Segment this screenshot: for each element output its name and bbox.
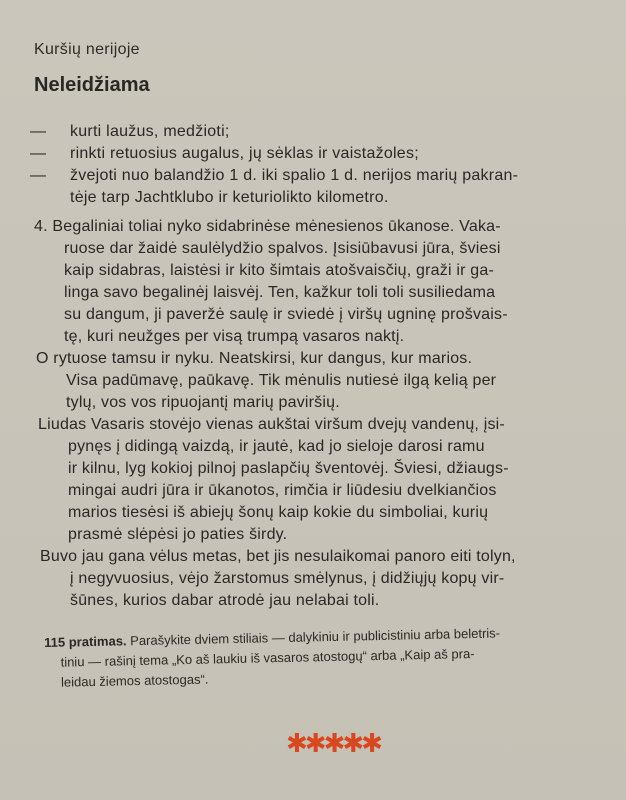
text-line: pynęs į didingą vaizdą, ir jautė, kad jo sieloje darosi ramu	[68, 438, 485, 455]
list-item-text: kurti laužus, medžioti;	[70, 123, 230, 140]
paragraph	[38, 414, 598, 546]
paragraph-first-line: Buvo jau gana vėlus metas, bet jis nesulaikomai panoro eiti tolyn,	[40, 548, 516, 565]
exercise-label: 115 pratimas.	[44, 633, 127, 650]
dash-marker: —	[30, 123, 47, 140]
text-line: prasmė slėpėsi jo paties širdy.	[68, 526, 288, 543]
list-item	[30, 165, 590, 209]
text-line: tę, kuri neužges per visą trumpą vasaros naktį.	[64, 328, 405, 345]
text-line: tylų, vos vos ripuojantį marių paviršių.	[66, 394, 340, 411]
list-item	[30, 143, 590, 165]
text-line: kaip sidabras, laistėsi ir kito šimtais atošvaisčių, graži ir ga-	[64, 262, 495, 279]
paragraph-body	[34, 238, 594, 348]
text-line: žvejoti nuo balandžio 1 d. iki spalio 1 d. nerijos marių pakran-	[70, 167, 519, 184]
text-line: ir kilnu, lyg kokioj pilnoj paslapčių šventovėj. Šviesi, džiaugs-	[68, 460, 509, 477]
text-line: ruose dar žaidė saulėlydžio spalvos. Įsisiūbavusi jūra, šviesi	[64, 240, 501, 257]
paragraph	[36, 348, 596, 414]
text-line: linga savo begalinėj laisvėj. Ten, kažkur toli toli susiliedama	[64, 284, 496, 301]
dash-marker: —	[30, 167, 47, 184]
paragraph-body	[36, 370, 596, 414]
exercise-115	[44, 621, 605, 693]
paragraph-first-line: 4. Begaliniai toliai nyko sidabrinėse mėnesienos ūkanose. Vaka-	[34, 218, 501, 235]
text-line: su dangum, ji paveržė saulę ir sviedė į viršų ugninę prošvais-	[64, 306, 508, 323]
paragraph	[40, 546, 600, 612]
text-line: Visa padūmavę, paūkavę. Tik mėnulis nutiesė ilgą kelią per	[66, 372, 497, 389]
prohibitions-list	[30, 121, 590, 209]
section-title: Neleidžiama	[34, 74, 150, 96]
text-line: Parašykite dviem stiliais — dalykiniu ir publicistiniu arba beletris-	[130, 625, 501, 649]
running-head: Kuršių nerijoje	[34, 41, 140, 58]
paragraph-exercise-4	[34, 216, 594, 348]
text-line: marios tiesėsi iš abiejų šonų kaip kokie du simboliai, kurių	[68, 504, 489, 521]
paragraph-body	[40, 568, 600, 612]
text-line: šūnes, kurios dabar atrodė jau nelabai toli.	[70, 592, 380, 609]
list-item-text	[70, 165, 590, 209]
list-item-text: rinkti retuosius augalus, jų sėklas ir vaistažoles;	[70, 145, 419, 162]
text-line: leidau žiemos atostogas“.	[60, 671, 209, 690]
paragraph-body	[38, 436, 598, 546]
asterisk-ornament-icon: ✱✱✱✱✱	[286, 729, 380, 759]
text-line: į negyvuosius, vėjo žarstomus smėlynus, į didžiųjų kopų vir-	[70, 570, 505, 587]
text-line: tėje tarp Jachtklubo ir keturiolikto kilometro.	[70, 189, 389, 206]
paragraph-first-line: Liudas Vasaris stovėjo vienas aukštai viršum dvejų vandenų, įsi-	[38, 416, 505, 433]
text-line: mingai audri jūra ir ūkanotos, rimčia ir liūdesiu dvelkiančios	[68, 482, 497, 499]
list-item	[30, 121, 590, 143]
text-line: tiniu — rašinį tema „Ko aš laukiu iš vasaros atostogų“ arba „Kaip aš pra-	[60, 645, 475, 670]
dash-marker: —	[30, 145, 47, 162]
paragraph-first-line: O rytuose tamsu ir nyku. Neatskirsi, kur dangus, kur marios.	[36, 350, 473, 367]
